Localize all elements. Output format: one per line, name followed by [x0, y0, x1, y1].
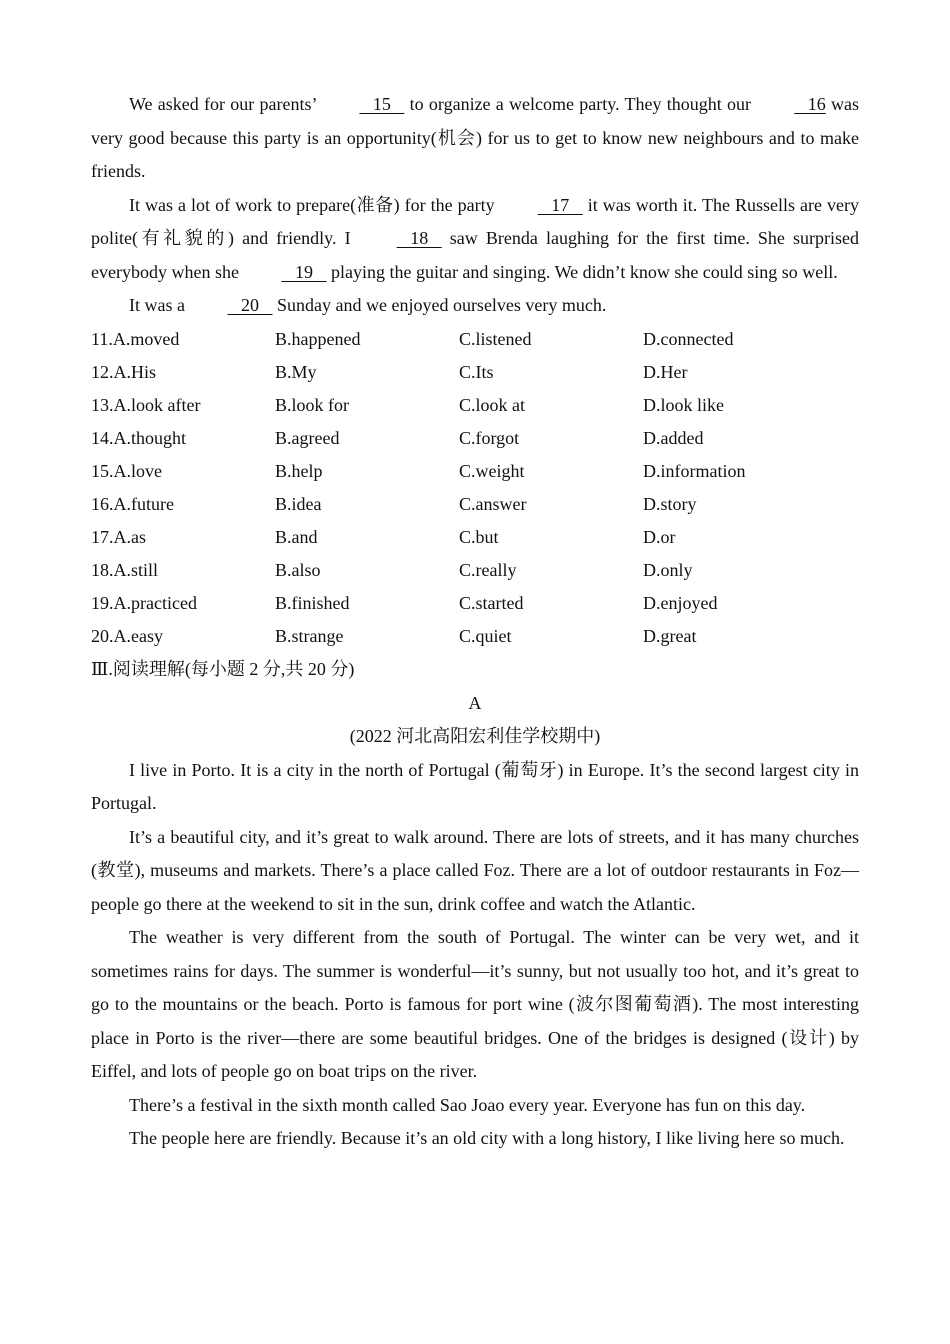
- option-c: C.really: [459, 560, 517, 581]
- option-row-14: [91, 422, 859, 455]
- option-d: D.information: [643, 460, 746, 481]
- option-c: C.weight: [459, 460, 525, 481]
- option-c: C.listened: [459, 328, 532, 349]
- option-c: C.started: [459, 593, 524, 614]
- blank-18: 18: [396, 228, 442, 248]
- cloze-paragraph-1: [91, 88, 859, 189]
- option-row-20: [91, 620, 859, 653]
- option-a: 17.A.as: [91, 527, 146, 548]
- option-b: B.My: [275, 361, 317, 382]
- option-b: B.strange: [275, 626, 344, 647]
- section-title: Ⅲ.阅读理解(每小题 2 分,共 20 分): [91, 659, 355, 680]
- option-b: B.help: [275, 460, 323, 481]
- options-list: [91, 323, 859, 654]
- option-d: D.look like: [643, 394, 724, 415]
- reading-paragraph-2: It’s a beautiful city, and it’s great to walk around. There are lots of streets, and it has many churches (教堂), museums and markets. There’s a place called Foz. There are a lot of outdoor restaurants in Foz—people go there at the weekend to sit in the sun, drink coffee and watch the Atlantic.: [91, 826, 859, 914]
- option-row-17: [91, 521, 859, 554]
- option-b: B.happened: [275, 328, 361, 349]
- cloze-text: It was a: [129, 295, 190, 315]
- option-c: C.answer: [459, 493, 527, 514]
- option-b: B.idea: [275, 493, 322, 514]
- option-d: D.Her: [643, 361, 688, 382]
- option-a: 19.A.practiced: [91, 593, 197, 614]
- option-a: 15.A.love: [91, 460, 162, 481]
- cloze-text: saw Brenda laughing for the first time. She surprised everybody when she: [91, 228, 860, 282]
- option-c: C.look at: [459, 394, 525, 415]
- option-a: 16.A.future: [91, 493, 174, 514]
- blank-17: 17: [537, 194, 583, 215]
- option-a: 20.A.easy: [91, 626, 163, 647]
- option-b: B.also: [275, 560, 321, 581]
- option-a: 18.A.still: [91, 560, 159, 581]
- reading-paragraph-5: The people here are friendly. Because it’s an old city with a long history, I like living here so much.: [129, 1128, 845, 1149]
- option-c: C.but: [459, 527, 499, 548]
- cloze-text: playing the guitar and singing. We didn’t know she could sing so well.: [326, 261, 838, 282]
- cloze-text: We asked for our parents’: [129, 94, 322, 114]
- option-row-19: [91, 587, 859, 620]
- blank-19: 19: [281, 261, 327, 282]
- cloze-text: was very good because this party is an opportunity(机会) for us to get to know new neighbours and to make friends.: [91, 94, 859, 181]
- option-a: 11.A.moved: [91, 328, 180, 349]
- option-row-18: [91, 554, 859, 587]
- reading-paragraph-1: I live in Porto. It is a city in the north of Portugal (葡萄牙) in Europe. It’s the second largest city in Portugal.: [91, 759, 859, 814]
- option-a: 14.A.thought: [91, 427, 187, 448]
- option-b: B.agreed: [275, 427, 340, 448]
- option-d: D.connected: [643, 328, 734, 349]
- cloze-paragraph-3: [91, 289, 859, 323]
- option-row-15: [91, 455, 859, 488]
- option-d: D.enjoyed: [643, 593, 718, 614]
- option-d: D.or: [643, 527, 676, 548]
- option-c: C.forgot: [459, 427, 520, 448]
- option-b: B.and: [275, 527, 318, 548]
- cloze-text: to organize a welcome party. They thought our: [404, 94, 757, 114]
- option-row-16: [91, 488, 859, 521]
- option-d: D.only: [643, 560, 693, 581]
- option-a: 12.A.His: [91, 361, 157, 382]
- document-page: [91, 88, 859, 1156]
- cloze-text: It was a lot of work to prepare(准备) for the party: [129, 194, 500, 215]
- blank-20: 20: [227, 295, 273, 315]
- passage-label: A: [468, 692, 482, 713]
- cloze-paragraph-2: [91, 189, 859, 290]
- option-b: B.look for: [275, 394, 349, 415]
- option-c: C.Its: [459, 361, 494, 382]
- cloze-text: it was worth it. The Russells are very polite(有礼貌的) and friendly. I: [91, 194, 860, 248]
- option-a: 13.A.look after: [91, 394, 201, 415]
- option-d: D.great: [643, 626, 697, 647]
- blank-15: 15: [359, 94, 405, 114]
- cloze-text: Sunday and we enjoyed ourselves very much.: [272, 295, 607, 315]
- blank-16: 16: [794, 94, 826, 114]
- option-row-12: [91, 356, 859, 389]
- option-b: B.finished: [275, 593, 350, 614]
- option-d: D.story: [643, 493, 697, 514]
- option-c: C.quiet: [459, 626, 512, 647]
- reading-paragraph-3: The weather is very different from the south of Portugal. The winter can be very wet, and it sometimes rains for days. The summer is wonderful—it’s sunny, but not usually too hot, and it’s great to go to the mountains or the beach. Porto is famous for port wine (波尔图葡萄酒). The most interesting place in Porto is the river—there are some beautiful bridges. One of the bridges is designed (设计) by Eiffel, and lots of people go on boat trips on the river.: [91, 927, 859, 1082]
- option-row-11: [91, 323, 859, 356]
- passage-source: (2022 河北高阳宏利佳学校期中): [349, 726, 601, 747]
- reading-paragraph-4: There’s a festival in the sixth month called Sao Joao every year. Everyone has fun on this day.: [129, 1094, 806, 1115]
- option-d: D.added: [643, 427, 704, 448]
- option-row-13: [91, 389, 859, 422]
